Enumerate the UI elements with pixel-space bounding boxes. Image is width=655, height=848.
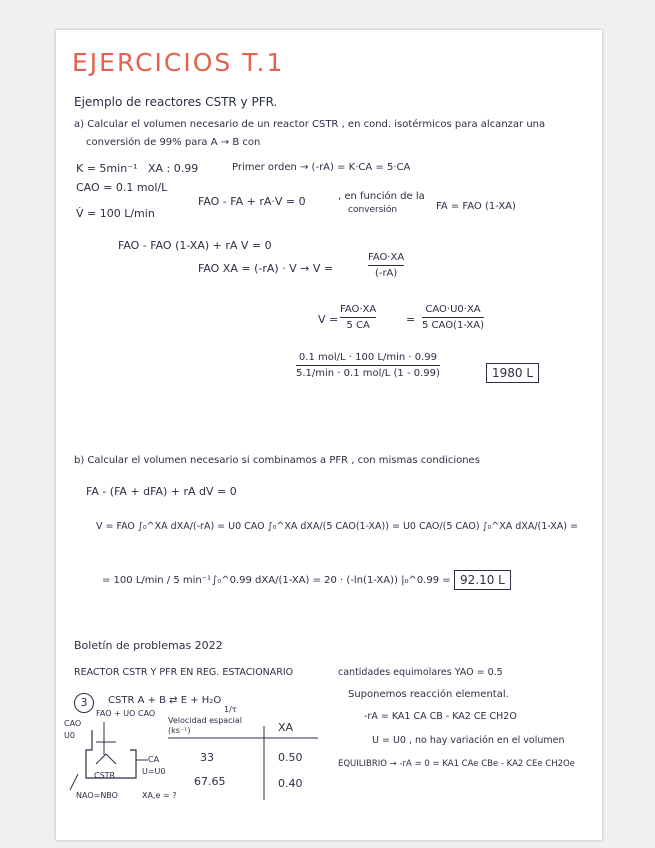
balance-note-1: , en función de la <box>338 191 425 202</box>
result-box-cstr: 1980 L <box>486 363 539 383</box>
part-b-line1: b) Calcular el volumen necesario si combinamos a PFR , con mismas condiciones <box>74 455 480 466</box>
equation-4-numerator: 0.1 mol/L · 100 L/min · 0.99 <box>298 352 437 363</box>
balance-note-2: conversión <box>348 205 398 215</box>
feed-concentration: CAO = 0.1 mol/L <box>76 181 168 194</box>
feed-label: FAO + UO CAO <box>96 709 156 718</box>
table-row-1-v: 33 <box>200 751 214 764</box>
table-row-2-x: 0.40 <box>278 777 303 790</box>
equimolar-note: cantidades equimolares YAO = 0.5 <box>338 667 503 678</box>
pfr-integral-2b: ∫₀^0.99 dXA/(1-XA) = 20 · (-ln(1-XA)) |₀^0.99 = <box>212 575 451 586</box>
table-col1-header: Velocidad espacial (ks⁻¹) <box>168 716 242 735</box>
first-order-rate: Primer orden → (-rA) = K·CA = 5·CA <box>232 162 411 173</box>
molar-flow-definition: FA = FAO (1-XA) <box>436 201 516 212</box>
sketch-uo: U0 <box>64 731 75 740</box>
equation-3-lhs: V = <box>318 313 339 326</box>
cstr-sketch <box>56 30 602 840</box>
part-a-line2: conversión de 99% para A → B con <box>86 137 261 148</box>
equation-3-numerator-2: CAO·U0·XA <box>425 304 481 315</box>
equation-1: FAO - FAO (1-XA) + rA V = 0 <box>118 239 272 252</box>
sketch-u: U=U0 <box>142 767 166 776</box>
pfr-integral-1: V = FAO ∫₀^XA dXA/(-rA) = U0 CAO ∫₀^XA dXA/(5 CAO(1-XA)) = U0 CAO/(5 CAO) ∫₀^XA dXA/(1-XA) = <box>96 521 578 532</box>
sketch-ca: CA <box>148 755 160 764</box>
boletin-subheader: REACTOR CSTR Y PFR EN REG. ESTACIONARIO <box>74 667 294 678</box>
pfr-balance: FA - (FA + dFA) + rA dV = 0 <box>86 485 237 498</box>
page-title: EJERCICIOS T.1 <box>72 48 285 77</box>
constant-volume-note: U = U0 , no hay variación en el volumen <box>372 735 565 746</box>
pfr-integral-2a: = 100 L/min / 5 min⁻¹ <box>102 575 212 586</box>
rate-constant: K = 5min⁻¹ <box>76 162 138 175</box>
problem-number: 3 <box>74 693 94 713</box>
reaction: CSTR A + B ⇄ E + H₂O <box>108 695 222 706</box>
part-a-line1: a) Calcular el volumen necesario de un reactor CSTR , en cond. isotérmicos para alcanzar una <box>74 119 546 130</box>
equation-3-denominator-2: 5 CAO(1-XA) <box>422 320 485 331</box>
sketch-cao: CAO <box>64 719 82 728</box>
equation-2: FAO XA = (-rA) · V → V = <box>198 262 334 275</box>
equation-2-numerator: FAO·XA <box>368 252 405 263</box>
boletin-header: Boletín de problemas 2022 <box>74 639 223 652</box>
table-row-2-v: 67.65 <box>194 775 226 788</box>
equals-sign: = <box>406 313 416 326</box>
mole-balance: FAO - FA + rA·V = 0 <box>198 195 306 208</box>
equation-4-denominator: 5.1/min · 0.1 mol/L (1 - 0.99) <box>296 368 440 379</box>
sketch-label: CSTR <box>94 771 116 780</box>
rate-law: -rA = KA1 CA CB - KA2 CE CH2O <box>364 711 517 722</box>
subtitle: Ejemplo de reactores CSTR y PFR. <box>74 95 278 109</box>
equation-2-denominator: (-rA) <box>374 268 398 279</box>
notebook-page <box>56 30 602 840</box>
assume-elemental: Suponemos reacción elemental. <box>348 689 509 700</box>
sketch-xae: XA,e = ? <box>142 791 177 800</box>
sketch-nao: NAO=NBO <box>76 791 118 800</box>
volumetric-flow: V̇ = 100 L/min <box>76 207 155 220</box>
table-col2-header: XA <box>278 721 294 734</box>
result-box-pfr: 92.10 L <box>454 570 511 590</box>
equation-3-numerator: FAO·XA <box>340 304 377 315</box>
conversion-value: XA : 0.99 <box>148 162 199 175</box>
equilibrium-condition: EQUILIBRIO → -rA = 0 = KA1 CAe CBe - KA2 CEe CH2Oe <box>338 759 575 769</box>
table-col1-unit: 1/τ <box>224 705 237 714</box>
equation-3-denominator: 5 CA <box>346 320 370 331</box>
table-row-1-x: 0.50 <box>278 751 303 764</box>
